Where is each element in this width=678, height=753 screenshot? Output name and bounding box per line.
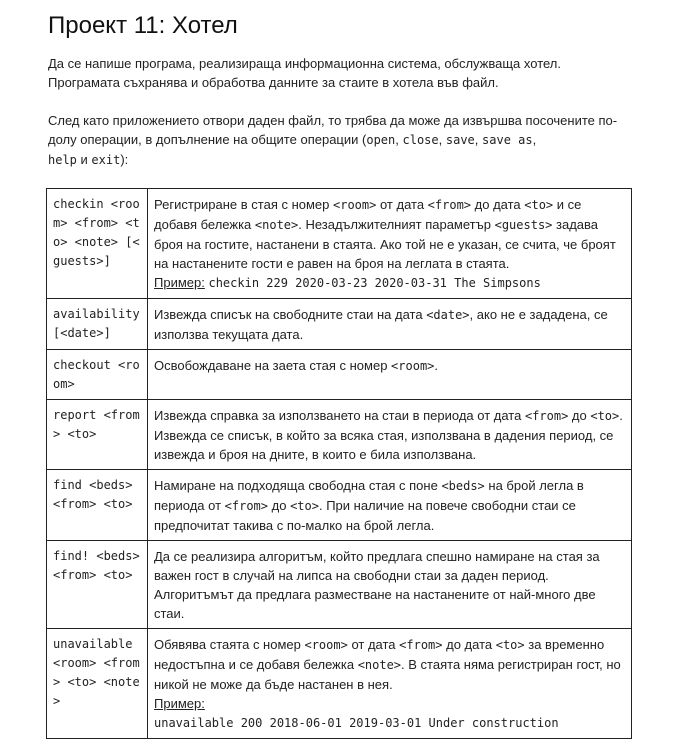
command-cell bbox=[47, 350, 148, 400]
command-cell bbox=[47, 299, 148, 350]
command-availability: availability [<date>] bbox=[53, 307, 147, 340]
command-find: find <beds> <from> <to> bbox=[53, 478, 140, 511]
description-cell: Регистриране в стая с номер <room> от дата <from> до дата <to> и се добавя бележка <note>. Незадължителният параметър <guests> задава броя на гостите, настанени в стаята. Ако той не е указан, се счита, че броят на настанените гости е равен на броя на леглата в стаята. Пример: checkin 229 2020-03-23 2020-03-31 The Simpsons bbox=[148, 189, 632, 299]
operations-table bbox=[46, 188, 632, 739]
operations-paragraph: След като приложението отвори даден файл, то трябва да може да извършва посочените по-долу операции, в допълнение на общите операции (open, close, save, save as, help и exit): bbox=[48, 113, 618, 167]
description-cell: Обявява стаята с номер <room> от дата <from> до дата <to> за временно недостъпна и се добавя бележка <note>. В стаята няма регистриран гост, но никой не може да бъде настанен в нея. Пример: unavailable 200 2018-06-01 2019-03-01 Under construction bbox=[148, 629, 632, 739]
page-title: Проект 11: Хотел bbox=[48, 12, 238, 39]
command-cell bbox=[47, 541, 148, 629]
table-row bbox=[47, 400, 632, 470]
command-checkout: checkout <room> bbox=[53, 358, 140, 391]
command-cell bbox=[47, 629, 148, 739]
command-checkin: checkin <room> <from> <to> <note> [<guests>] bbox=[53, 197, 140, 268]
table-row bbox=[47, 541, 632, 629]
command-cell bbox=[47, 400, 148, 470]
example-code: unavailable 200 2018-06-01 2019-03-01 Under construction bbox=[154, 716, 559, 730]
table-row bbox=[47, 299, 632, 350]
table-row bbox=[47, 189, 632, 299]
command-cell bbox=[47, 470, 148, 541]
description-cell: Намиране на подходяща свободна стая с поне <beds> на брой легла в периода от <from> до <to>. При наличие на повече свободни стаи се предпочитат такива с по-малко на брой легла. bbox=[148, 470, 632, 541]
description-cell: Извежда списък на свободните стаи на дата <date>, ако не е зададена, се използва текущата дата. bbox=[148, 299, 632, 350]
intro-line-1: Да се напише програма, реализираща информационна система, обслужваща хотел. bbox=[48, 56, 561, 71]
command-find-urgent: find! <beds> <from> <to> bbox=[53, 549, 147, 582]
description-cell: Извежда справка за използването на стаи в периода от дата <from> до <to>. Извежда се списък, в който за всяка стая, използвана в дадения период, се извежда и броя на дните, в които е била използвана. bbox=[148, 400, 632, 470]
example-label: Пример: bbox=[154, 696, 205, 711]
intro-paragraph bbox=[48, 54, 628, 92]
table-row bbox=[47, 350, 632, 400]
command-unavailable: unavailable <room> <from> <to> <note> bbox=[53, 637, 140, 708]
example-code: checkin 229 2020-03-23 2020-03-31 The Simpsons bbox=[208, 276, 541, 290]
command-report: report <from> <to> bbox=[53, 408, 140, 441]
table-row bbox=[47, 629, 632, 739]
description-cell: Да се реализира алгоритъм, който предлага спешно намиране на стая за важен гост в случай на липса на свободни стаи за даден период. Алгоритъмът да предлага разместване на настанените от най-много две стаи. bbox=[148, 541, 632, 629]
table-row bbox=[47, 470, 632, 541]
intro-line-2: Програмата съхранява и обработва данните за стаите в хотела във файл. bbox=[48, 75, 499, 90]
command-cell bbox=[47, 189, 148, 299]
description-cell: Освобождаване на заета стая с номер <room>. bbox=[148, 350, 632, 400]
example-label: Пример: bbox=[154, 275, 205, 290]
